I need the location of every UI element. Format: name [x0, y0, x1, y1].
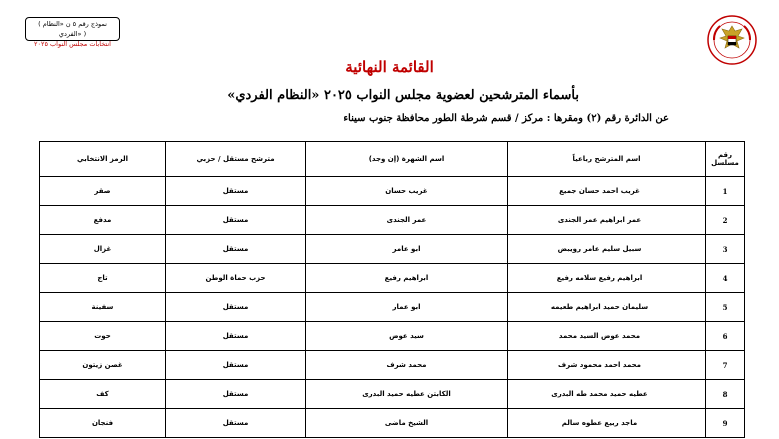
header-symbol: الرمز الانتخابي — [40, 142, 166, 177]
row-name: سبيل سليم عامر رويبض — [508, 235, 706, 264]
table-row — [40, 235, 745, 264]
table-row — [40, 351, 745, 380]
header-serial: رقم مسلسل — [706, 142, 745, 177]
row-serial: 2 — [706, 206, 745, 235]
row-name: ماجد ربيع عطوه سالم — [508, 409, 706, 438]
row-serial: 4 — [706, 264, 745, 293]
row-symbol: مدفع — [40, 206, 166, 235]
election-year-line: انتخابات مجلس النواب ٢٠٢٥ — [34, 40, 111, 48]
row-fame: الشيخ ماضى — [306, 409, 508, 438]
row-type: مستقل — [166, 409, 306, 438]
row-type: مستقل — [166, 177, 306, 206]
row-serial: 9 — [706, 409, 745, 438]
row-fame: سيد عوض — [306, 322, 508, 351]
row-symbol: حوت — [40, 322, 166, 351]
row-type: مستقل — [166, 206, 306, 235]
row-symbol: صقر — [40, 177, 166, 206]
row-serial: 8 — [706, 380, 745, 409]
row-symbol: تاج — [40, 264, 166, 293]
row-serial: 3 — [706, 235, 745, 264]
row-symbol: كف — [40, 380, 166, 409]
row-name: محمد احمد محمود شرف — [508, 351, 706, 380]
row-type: مستقل — [166, 293, 306, 322]
table-row — [40, 177, 745, 206]
row-fame: ابو عامر — [306, 235, 508, 264]
row-type: مستقل — [166, 322, 306, 351]
row-type: حزب حماة الوطن — [166, 264, 306, 293]
row-type: مستقل — [166, 235, 306, 264]
row-name: ابراهيم رفيع سلامه رفيع — [508, 264, 706, 293]
row-name: عطيه حميد محمد طه البدرى — [508, 380, 706, 409]
candidates-table — [39, 141, 745, 438]
table-row — [40, 293, 745, 322]
table-row — [40, 264, 745, 293]
row-fame: عمر الجندى — [306, 206, 508, 235]
row-name: عمر ابراهيم عمر الجندى — [508, 206, 706, 235]
row-symbol: فنجان — [40, 409, 166, 438]
row-name: سليمان حميد ابراهيم طعيمه — [508, 293, 706, 322]
form-number-line: ( نموذج رقم ٥ ن «النظام الفردي» ) — [38, 20, 107, 38]
table-row — [40, 409, 745, 438]
row-serial: 7 — [706, 351, 745, 380]
row-symbol: غصن زيتون — [40, 351, 166, 380]
table-row — [40, 380, 745, 409]
header-fame: اسم الشهرة (إن وجد) — [306, 142, 508, 177]
district-line: عن الدائرة رقم (٢) ومقرها : مركز / قسم شرطة الطور محافظة جنوب سيناء — [343, 113, 669, 124]
row-serial: 1 — [706, 177, 745, 206]
row-type: مستقل — [166, 351, 306, 380]
row-fame: غريب حسان — [306, 177, 508, 206]
page-subtitle: بأسماء المترشحين لعضوية مجلس النواب ٢٠٢٥ «النظام الفردي» — [227, 88, 579, 103]
form-number-box — [25, 17, 120, 48]
row-name: غريب احمد حسان جميع — [508, 177, 706, 206]
row-fame: ابراهيم رفيع — [306, 264, 508, 293]
row-symbol: غزال — [40, 235, 166, 264]
row-name: محمد عوض السيد محمد — [508, 322, 706, 351]
row-serial: 5 — [706, 293, 745, 322]
row-fame: محمد شرف — [306, 351, 508, 380]
table-row — [40, 206, 745, 235]
table-header-row — [40, 142, 745, 177]
header-type: مترشح مستقل / حزبي — [166, 142, 306, 177]
table-row — [40, 322, 745, 351]
page-title: القائمة النهائية — [345, 58, 434, 76]
row-fame: ابو عمار — [306, 293, 508, 322]
header-name: اسم المترشح رباعياً — [508, 142, 706, 177]
row-symbol: سفينة — [40, 293, 166, 322]
row-fame: الكابتن عطيه حميد البدرى — [306, 380, 508, 409]
row-type: مستقل — [166, 380, 306, 409]
row-serial: 6 — [706, 322, 745, 351]
